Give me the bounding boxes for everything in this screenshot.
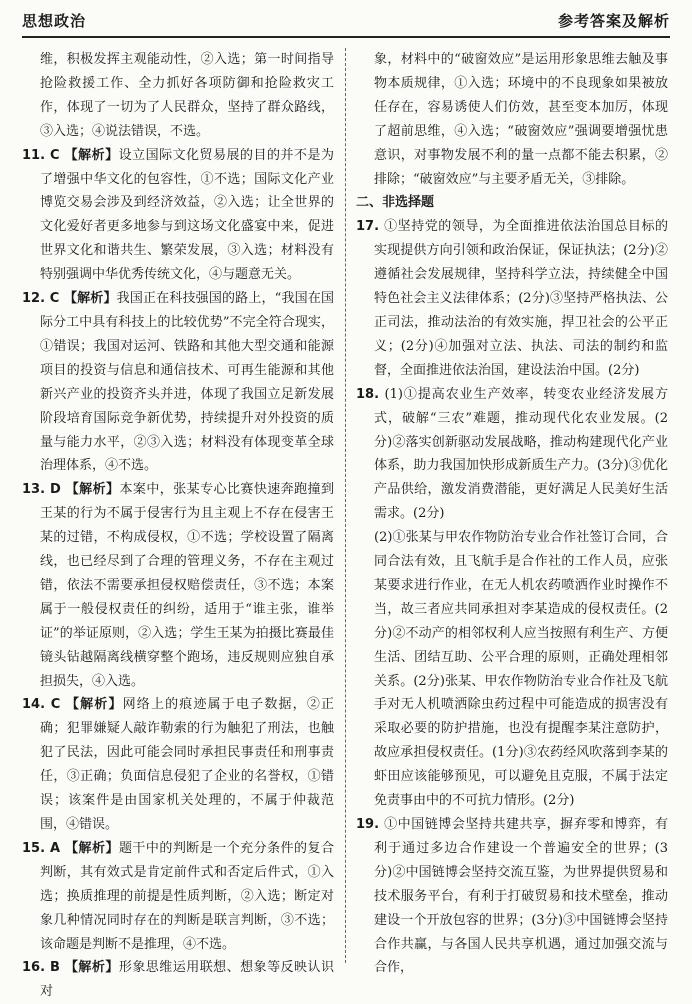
column-divider <box>345 48 346 963</box>
analysis-tag: 【解析】 <box>64 960 119 976</box>
subject-title: 思想政治 <box>22 12 87 30</box>
question-number: 15. A <box>22 840 66 856</box>
answer-item <box>22 287 334 478</box>
answer-text: 我国正在科技强国的路上，“我国在国际分工中具有科技上的比较优势”不完全符合现实，①错误；我国对运河、铁路和其他大型交通和能源项目的投资与信息和通信技术、可再生能源和其他新兴产业的投资齐头并进，体现了我国立足新发展阶段培育国际竞争新优势，持续提升对外投资的质量与能力水平，②③入选；材料没有体现变革全球治理体系，④不选。 <box>40 291 334 474</box>
answer-continuation: 维，积极发挥主观能动性，②入选；第一时间指导抢险救援工作、全力抓好各项防御和抢险救灾工作，体现了一切为了人民群众，坚持了群众路线，③入选；④说法错误，不选。 <box>40 52 334 139</box>
answer-text: (1)①提高农业生产效率，转变农业经济发展方式，破解“三农”难题，推动现代化农业发展。(2分)②落实创新驱动发展战略，推动构建现代化产业体系，助力我国加快形成新质生产力。(3分)③优化产品供给，激发消费潜能，更好满足人民美好生活需求。(2分) <box>374 386 668 522</box>
answer-item <box>356 813 668 980</box>
answer-text: 形象思维运用联想、想象等反映认识对 <box>40 960 334 1000</box>
answer-item <box>22 478 334 693</box>
answer-text: 设立国际文化贸易展的目的并不是为了增强中华文化的包容性，①不选；国际文化产业博览交易会涉及到经济效益，②入选；让全世界的文化爱好者更多地参与到这场文化盛宴中来，促进世界文化和谐共生、繁荣发展，③入选；材料没有特别强调中华优秀传统文化，④与题意无关。 <box>40 147 334 283</box>
section-title: 参考答案及解析 <box>557 12 670 30</box>
question-number: 17. <box>356 219 385 235</box>
left-column <box>22 48 334 1004</box>
answer-text: 本案中，张某专心比赛快速奔跑撞到王某的行为不属于侵害行为且主观上不存在侵害王某的过错，不构成侵权，①不选；学校设置了隔离线，也已经尽到了合理的管理义务，不存在主观过错，依法不需要承担侵权赔偿责任，③不选；本案属于一般侵权责任的纠纷，适用于“谁主张，谁举证”的举证原则，②入选；学生王某为拍摄比赛最佳镜头钻越隔离线横穿整个跑场，违反规则应独自承担损失，④入选。 <box>40 482 334 689</box>
answer-text: 网络上的痕迹属于电子数据，②正确；犯罪嫌疑人敲诈勒索的行为触犯了刑法，也触犯了民法，因此可能会同时承担民事责任和刑事责任，③正确；负面信息侵犯了企业的名誉权，①错误；该案件是由国家机关处理的，不属于仲裁范围，④错误。 <box>40 697 334 832</box>
analysis-tag: 【解析】 <box>65 840 119 856</box>
answer-item <box>22 837 334 957</box>
answer-item <box>356 383 668 526</box>
answer-continuation: 象，材料中的“破窗效应”是运用形象思维去触及事物本质规律，①入选；环境中的不良现象如果被放任存在，容易诱使人们仿效，甚至变本加厉，体现了超前思维，④入选；“破窗效应”强调要增强忧患意识，对事物发展不利的量一点都不能去积累，②排除；“破窗效应”与主要矛盾无关，③排除。 <box>374 52 668 187</box>
question-number: 16. B <box>22 960 65 976</box>
question-number: 11. C <box>22 147 65 163</box>
question-number: 19. <box>356 817 385 832</box>
answer-text: 题干中的判断是一个充分条件的复合判断，其有效式是肯定前件式和否定后件式，①入选；换质推理的前提是性质判断，②入选；断定对象几种情况同时存在的判断是联言判断，③不选；该命题是判断不是推理，④不选。 <box>40 840 334 952</box>
analysis-tag: 【解析】 <box>65 697 123 713</box>
question-number: 18. <box>356 386 385 402</box>
answer-text: ①坚持党的领导，为全面推进依法治国总目标的实现提供方向引领和政治保证，保证执法；(2分)②遵循社会发展规律，坚持科学立法，持续健全中国特色社会主义法律体系；(2分)③坚持严格执法、公正司法，推动法治的有效实施，捍卫社会的公平正义；(2分)④加强对立法、执法、司法的制约和监督，全面推进依法治国，建设法治中国。(2分) <box>374 219 668 378</box>
analysis-tag: 【解析】 <box>65 482 120 498</box>
answer-item <box>22 956 334 1004</box>
analysis-tag: 【解析】 <box>64 147 119 163</box>
analysis-tag: 【解析】 <box>63 291 117 307</box>
right-column <box>356 48 668 980</box>
question-number: 12. C <box>22 291 64 307</box>
answer-text: ①中国链博会坚持共建共享，摒弃零和博弈，有利于通过多边合作建设一个普遍安全的世界；(3分)②中国链博会坚持交流互鉴，为世界提供贸易和技术服务平台，有利于打破贸易和技术壁垒，推动建设一个开放包容的世界；(3分)③中国链博会坚持合作共赢，与各国人民共享机遇，通过加强交流与合作， <box>374 817 668 976</box>
question-number: 13. D <box>22 482 66 498</box>
answer-item <box>22 144 334 287</box>
question-number: 14. C <box>22 697 66 713</box>
answer-item <box>356 215 668 382</box>
answer-item <box>22 693 334 836</box>
answer-continuation: (2)①张某与甲农作物防治专业合作社签订合同，合同合法有效，且飞航手是合作社的工作人员，应张某要求进行作业，在无人机农药喷洒作业时操作不当，故三者应共同承担对李某造成的侵权责任。(2分)②不动产的相邻权利人应当按照有利生产、方便生活、团结互助、公平合理的原则，正确处理相邻关系。(2分)张某、甲农作物防治专业合作社及飞航手对无人机喷洒除虫药过程中可能造成的损害没有采取必要的防护措施，也没有提醒李某注意防护，故应承担侵权责任。(1分)③农药经风吹落到李某的虾田应该能够预见，可以避免且克服，不属于法定免责事由中的不可抗力情形。(2分) <box>374 530 668 809</box>
section-heading: 二、非选择题 <box>356 195 435 211</box>
page-header <box>22 6 670 38</box>
